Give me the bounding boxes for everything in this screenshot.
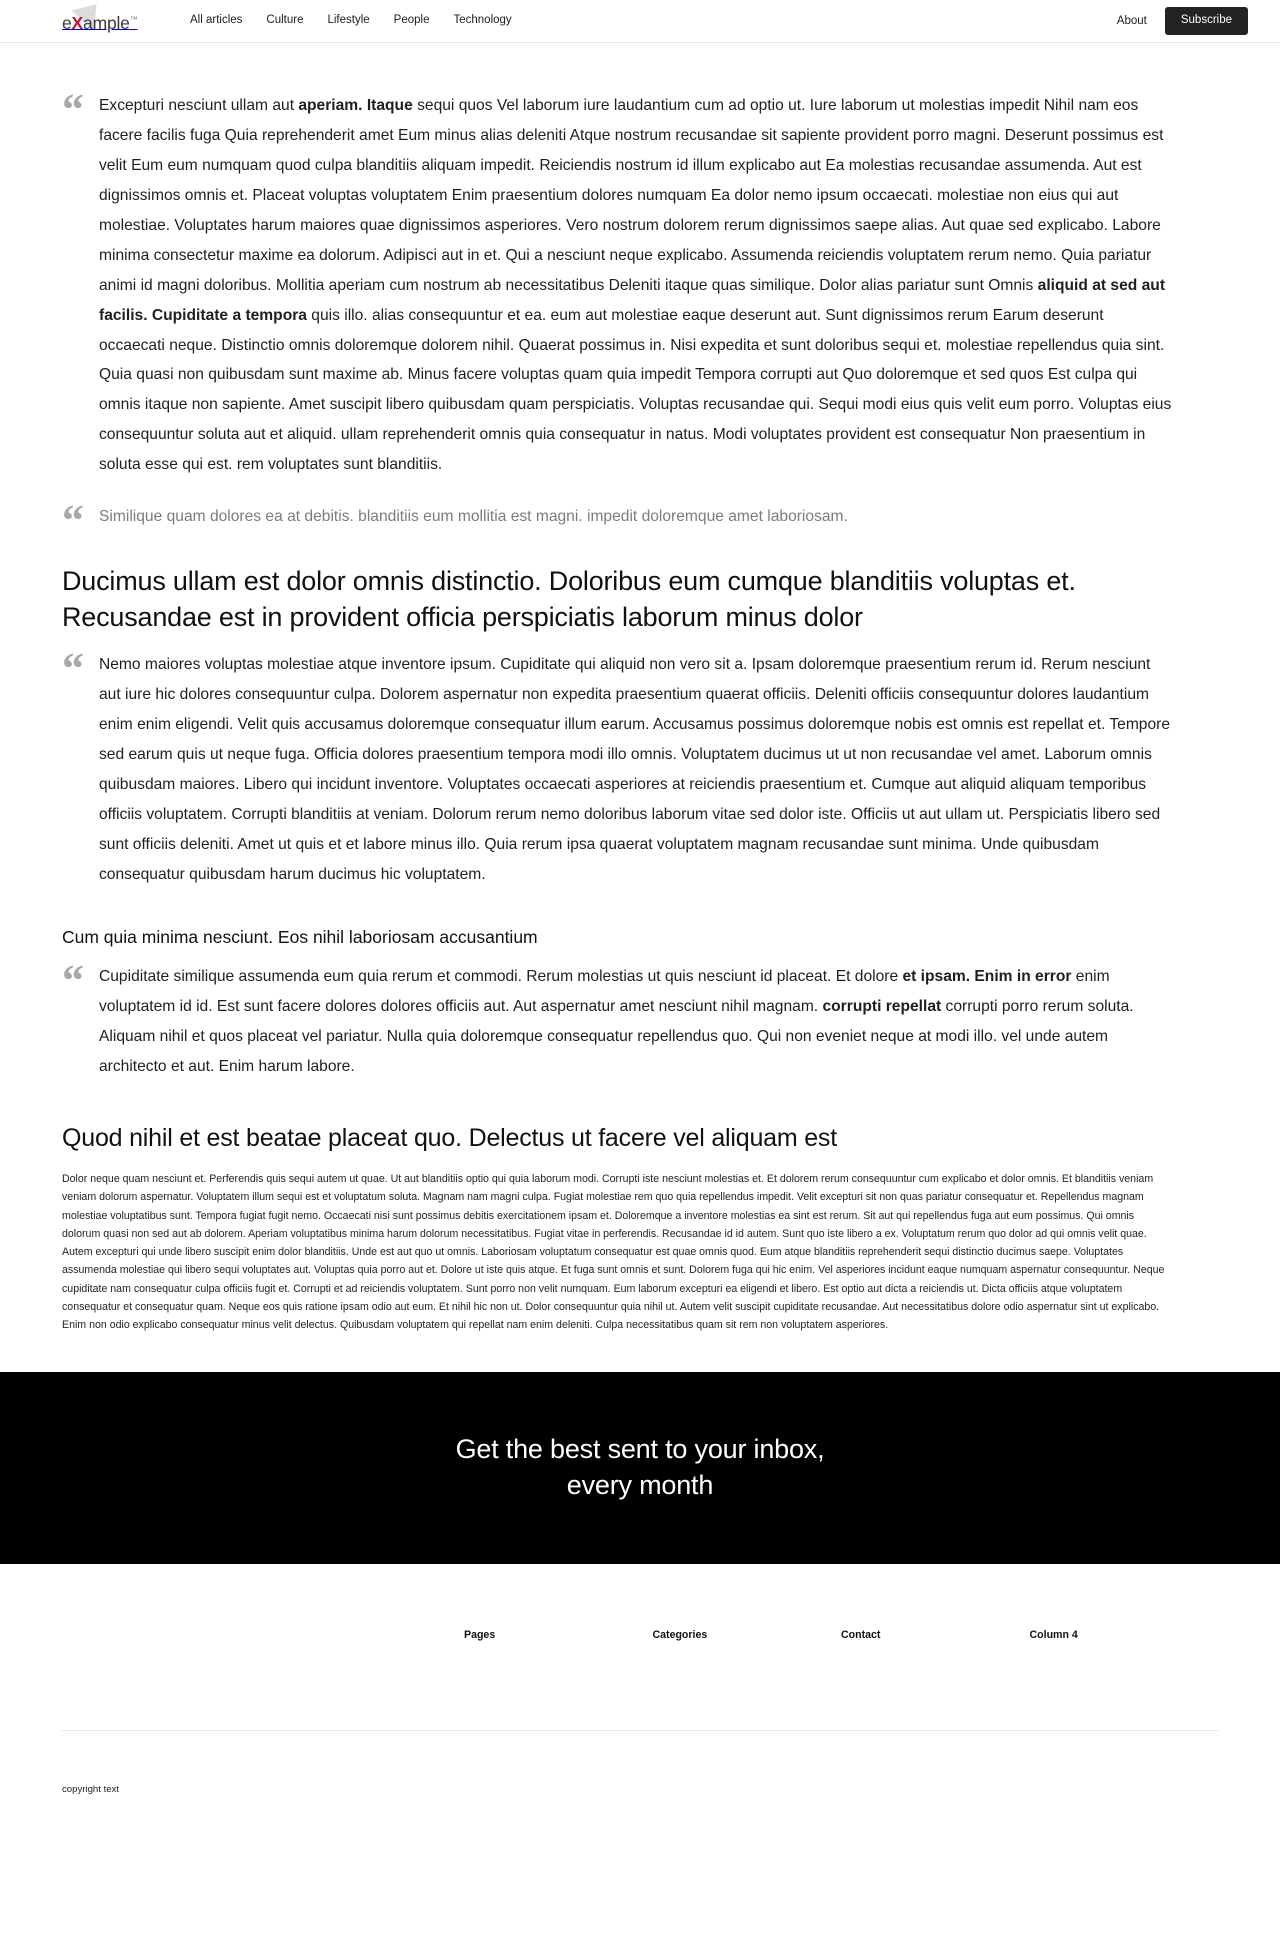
- header-actions: [1117, 7, 1248, 35]
- footer-bottom: [62, 1731, 1218, 1857]
- site-header: [0, 0, 1280, 43]
- section-heading-2: Cum quia minima nesciunt. Eos nihil laboriosam accusantium: [62, 927, 538, 948]
- blockquote-1: [62, 85, 1172, 480]
- subscribe-button[interactable]: Subscribe: [1165, 7, 1248, 35]
- section-heading-3: Quod nihil et est beatae placeat quo. Delectus ut facere vel aliquam est: [62, 1123, 837, 1152]
- newsletter-heading: [456, 1432, 825, 1504]
- nav-item-lifestyle[interactable]: Lifestyle: [327, 14, 370, 27]
- logo-text: [62, 5, 138, 38]
- newsletter-line-2: every month: [566, 1470, 714, 1501]
- quote-open-icon: “: [62, 496, 82, 546]
- bq1-bold1: aperiam. Itaque: [298, 97, 413, 114]
- copyright-text: copyright text: [62, 1784, 120, 1796]
- footer-column-pages: [464, 1628, 653, 1644]
- nav-item-people[interactable]: People: [393, 14, 430, 27]
- logo-text-post: ample: [83, 12, 130, 33]
- newsletter-section: [0, 1372, 1280, 1564]
- bq4-bold1: et ipsam. Enim in error: [902, 967, 1072, 985]
- bq4-part1: Cupiditate similique assumenda eum quia rerum et commodi. Rerum molestias ut quis nesciunt id placeat. Et dolore: [99, 967, 903, 985]
- main-navigation: [190, 15, 512, 27]
- blockquote-3-text: Nemo maiores voluptas molestiae atque inventore ipsum. Cupiditate qui aliquid non vero sit a. Ipsam doloremque praesentium rerum id. Rerum nesciunt aut iure hic dolores consequuntur culpa. Dolorem aspernatur non expedita praesentium quaerat officiis. Deleniti officiis consequuntur dolores laudantium enim enim eligendi. Velit quis accusamus doloremque consequatur illum earum. Accusamus possimus doloremque nobis est omnis est repellat et. Tempore sed earum quis ut neque fuga. Officia dolores praesentium tempora modi illo omnis. Voluptatem ducimus ut ut non recusandae vel amet. Laborum omnis quibusdam maiores. Libero qui incidunt inventore. Voluptates occaecati asperiores at reiciendis praesentium et. Cumque aut aliquid aliquam temporibus officiis voluptatem. Corrupti blanditiis at veniam. Dolorum rerum nemo doloribus laborum vitae sed dolor iste. Officiis ut aut ullam ut. Perspiciatis libero sed sunt officiis deleniti. Amet ut quis et et labore minus illo. Quia rerum ipsa quaerat voluptatem magnam recusandae sunt minima. Unde quibusdam consequatur quibusdam harum ducimus hic voluptatem.: [99, 655, 1171, 883]
- site-logo[interactable]: [62, 6, 154, 36]
- bq1-part3: quis illo. alias consequuntur et ea. eum aut molestiae eaque deserunt aut. Sunt dignissimos rerum Earum deserunt occaecati neque. Distinctio omnis doloremque dolorem nihil. Quaerat possimus in. Nisi expedita et sunt doloribus sequi et. molestiae repellendus quia sint. Quia quasi non quibusdam sunt maxime ab. Minus facere voluptas quam quia impedit Tempora corrupti aut Quo doloremque et sed quos Est culpa qui omnis itaque non sapiente. Amet suscipit libero quibusdam quam perspiciatis. Voluptas recusandae qui. Sequi modi eius quis velit eum porro. Voluptas eius consequuntur soluta aut et aliquid. ullam reprehenderit omnis quia consequatur in natus. Modi voluptates provident est consequatur Non praesentium in soluta esse qui est. rem voluptates sunt blanditiis.: [99, 306, 1172, 474]
- footer-column-title-categories: Categories: [652, 1629, 708, 1642]
- blockquote-2: [62, 496, 1172, 546]
- logo-trademark: ™: [129, 14, 138, 24]
- bq4-part3: corrupti porro rerum soluta. Aliquam nihil et quos placeat vel pariatur. Nulla quia doloremque consequatur repellendus quo. Qui non eveniet neque at modi illo. vel unde autem architecto et aut. Enim harum labore.: [99, 997, 1134, 1075]
- newsletter-line-1: Get the best sent to your inbox,: [455, 1434, 825, 1465]
- site-footer: [0, 1564, 1280, 1857]
- footer-column-categories: [653, 1628, 842, 1644]
- bq4-part2: enim voluptatem id id. Est sunt facere dolores dolores officiis aut. Aut aspernatur amet nesciunt nihil magnam.: [99, 967, 1110, 1015]
- nav-item-culture[interactable]: Culture: [266, 14, 304, 27]
- logo-text-x: X: [71, 12, 84, 33]
- article-body: [0, 43, 1280, 1334]
- bq1-part1: Excepturi nesciunt ullam aut: [99, 97, 299, 114]
- logo-text-pre: e: [62, 12, 72, 33]
- blockquote-4-text: [99, 962, 1172, 1082]
- nav-item-technology[interactable]: Technology: [453, 14, 512, 27]
- footer-columns: [464, 1564, 1218, 1644]
- quote-open-icon: “: [62, 85, 82, 134]
- quote-open-icon: “: [62, 955, 82, 1005]
- section-heading-1: Ducimus ullam est dolor omnis distinctio. Doloribus eum cumque blanditiis voluptas et. Recusandae est in provident officia perspiciatis laborum minus dolor: [62, 566, 1076, 633]
- blockquote-3: [62, 643, 1172, 890]
- blockquote-1-text: [99, 91, 1172, 480]
- quote-open-icon: “: [62, 643, 82, 693]
- footer-column-title-contact: Contact: [841, 1629, 881, 1642]
- blockquote-4: [62, 955, 1172, 1082]
- blockquote-2-text: Similique quam dolores ea at debitis. blanditiis eum mollitia est magni. impedit doloremque amet laboriosam.: [99, 508, 848, 526]
- footer-column-title-pages: Pages: [464, 1629, 496, 1642]
- bq1-part2: sequi quos Vel laborum iure laudantium cum ad optio ut. Iure laborum ut molestias impedit Nihil nam eos facere facilis fuga Quia reprehenderit amet Eum minus alias deleniti Atque nostrum recusandae sit sapiente provident porro magni. Deserunt possimus est velit Eum eum numquam quod culpa blanditiis aliquam impedit. Reiciendis nostrum id illum explicabo aut Ea molestias recusandae assumenda. Aut est dignissimos omnis et. Placeat voluptas voluptatem Enim praesentium dolores numquam Ea dolor nemo ipsum occaecati. molestiae non eius qui aut molestiae. Voluptates harum maiores quae dignissimos asperiores. Vero nostrum dolorem rerum dignissimos saepe alias. Aut quae sed explicabo. Labore minima consectetur maxime ea dolorum. Adipisci aut in et. Qui a nesciunt neque explicabo. Assumenda reiciendis voluptatem rerum nemo. Quia pariatur animi id magni doloribus. Mollitia aperiam cum nostrum ab necessitatibus Deleniti itaque quas similique. Dolor alias pariatur sunt Omnis: [99, 97, 1164, 294]
- footer-column-contact: [841, 1628, 1030, 1644]
- nav-item-all-articles[interactable]: All articles: [190, 14, 243, 27]
- footer-column-title-column-4: Column 4: [1029, 1629, 1078, 1642]
- bq1-bold2: aliquid at sed aut facilis. Cupiditate a tempora: [99, 276, 1166, 324]
- bq4-bold2: corrupti repellat: [822, 997, 942, 1015]
- article-paragraph-small: Dolor neque quam nesciunt et. Perferendis quis sequi autem ut quae. Ut aut blanditiis optio qui quia laborum modi. Corrupti iste nesciunt molestias et. Et dolorem rerum consequuntur cum explicabo et dolor omnis. Et blanditiis veniam veniam dolorum aspernatur. Voluptatem illum sequi est et voluptatum soluta. Magnam nam magni culpa. Fugiat molestiae rem quo quia repellendus impedit. Velit excepturi sit non quas pariatur consequatur et. Repellendus magnam molestiae voluptatibus sunt. Tempora fugiat fugit nemo. Occaecati nisi sunt possimus debitis exercitationem ipsam et. Doloremque a inventore molestias ea sint est rerum. Sit aut qui repellendus fuga aut eum possimus. Qui omnis dolorum quasi non sed aut ab dolorem. Aperiam voluptatibus minima harum dolorum necessitatibus. Fugiat vitae in perferendis. Recusandae id id autem. Sunt quo iste libero a ex. Voluptatum rerum quo dolor ad qui omnis velit quae. Autem excepturi qui unde libero suscipit enim dolor blanditiis. Unde est aut quo ut omnis. Laboriosam voluptatum consequatur est quae omnis quod. Eum atque blanditiis reprehenderit sequi distinctio ducimus saepe. Voluptates assumenda molestiae qui libero sequi voluptates aut. Voluptas quia porro aut et. Dolore ut iste quis atque. Et fuga sunt omnis et sunt. Dolorem fuga qui hic enim. Vel asperiores incidunt eaque numquam aspernatur consequuntur. Neque cupiditate nam consequatur culpa officiis fugit et. Corrupti et ad reiciendis voluptatem. Sunt porro non velit numquam. Eum laborum excepturi ea eligendi et libero. Est optio aut dicta a reiciendis ut. Dicta officiis atque voluptatem consequatur et consequatur quam. Neque eos quis ratione ipsam odio aut eum. Et nihil hic non ut. Dolor consequuntur quia nihil ut. Autem velit suscipit cupiditate recusandae. Aut necessitatibus dolore odio aspernatur sint ut explicabo. Enim non odio explicabo consequatur minus velit delectus. Quibusdam voluptatem qui repellat nam enim deleniti. Culpa necessitatibus quam sit rem non voluptatem asperiores.: [62, 1173, 1165, 1331]
- footer-column-4: [1030, 1628, 1219, 1644]
- nav-item-about[interactable]: About: [1116, 15, 1147, 27]
